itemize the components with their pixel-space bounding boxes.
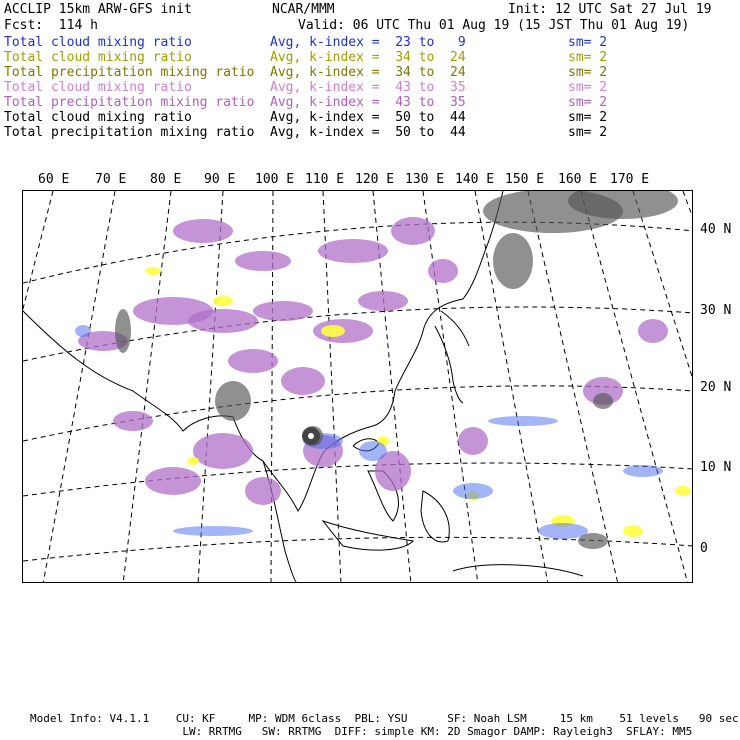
- longitude-label: 100 E: [255, 172, 295, 187]
- longitude-label: 130 E: [405, 172, 445, 187]
- cloud-area: [75, 325, 91, 337]
- cloud-area: [281, 367, 325, 395]
- cloud-area: [578, 533, 608, 549]
- legend-smoothing: sm= 2: [568, 65, 608, 80]
- map-title: ACCLIP 15km ARW-GFS init: [4, 2, 192, 17]
- cloud-area: [235, 251, 291, 271]
- longitude-label: 80 E: [150, 172, 182, 187]
- latitude-grid-line: [23, 463, 693, 496]
- cloud-area: [193, 433, 253, 469]
- legend-field-name: Total cloud mixing ratio: [4, 35, 192, 50]
- cloud-area: [115, 309, 131, 353]
- longitude-label: 140 E: [455, 172, 495, 187]
- cloud-area: [228, 349, 278, 373]
- longitude-grid-line: [198, 191, 223, 583]
- cloud-area: [453, 483, 493, 499]
- cloud-area: [358, 291, 408, 311]
- cloud-area: [359, 441, 387, 461]
- map-canvas: [23, 191, 693, 583]
- cloud-area: [253, 301, 313, 321]
- cloud-area: [318, 239, 388, 263]
- longitude-grid-line: [123, 191, 171, 583]
- longitude-label: 170 E: [610, 172, 650, 187]
- legend-smoothing: sm= 2: [568, 80, 608, 95]
- legend-field-name: Total precipitation mixing ratio: [4, 65, 255, 80]
- longitude-grid-line: [23, 191, 53, 583]
- coastline: [453, 565, 583, 576]
- legend-smoothing: sm= 2: [568, 35, 608, 50]
- legend-field-name: Total cloud mixing ratio: [4, 110, 192, 125]
- coastline: [323, 521, 413, 550]
- center-label: NCAR/MMM: [272, 2, 335, 17]
- latitude-label: 20 N: [700, 380, 732, 395]
- cloud-area: [488, 416, 558, 426]
- cloud-area: [145, 267, 161, 275]
- cloud-area: [391, 217, 435, 245]
- cloud-area: [428, 259, 458, 283]
- longitude-grid-line: [683, 191, 693, 583]
- legend-k-index: Avg, k-index = 23 to 9: [270, 35, 466, 50]
- legend-field-name: Total precipitation mixing ratio: [4, 125, 255, 140]
- legend-k-index: Avg, k-index = 34 to 24: [270, 65, 466, 80]
- legend-field-name: Total precipitation mixing ratio: [4, 95, 255, 110]
- longitude-label: 120 E: [355, 172, 395, 187]
- longitude-label: 70 E: [95, 172, 127, 187]
- latitude-label: 40 N: [700, 222, 732, 237]
- longitude-grid-line: [271, 191, 273, 583]
- longitude-label: 60 E: [38, 172, 70, 187]
- model-info-line-2: LW: RRTMG SW: RRTMG DIFF: simple KM: 2D Smagor DAMP: Rayleigh3 SFLAY: MM5: [30, 725, 693, 738]
- longitude-label: 160 E: [558, 172, 598, 187]
- init-time: Init: 12 UTC Sat 27 Jul 19: [508, 2, 712, 17]
- legend-smoothing: sm= 2: [568, 50, 608, 65]
- cloud-area: [458, 427, 488, 455]
- coastline: [441, 311, 469, 346]
- storm-eye: [308, 433, 314, 439]
- cloud-area: [173, 219, 233, 243]
- cloud-area: [187, 457, 199, 465]
- coastline: [421, 491, 449, 542]
- legend-field-name: Total cloud mixing ratio: [4, 80, 192, 95]
- cloud-area: [188, 309, 258, 333]
- cloud-area: [213, 296, 233, 306]
- legend-field-name: Total cloud mixing ratio: [4, 50, 192, 65]
- legend-smoothing: sm= 2: [568, 110, 608, 125]
- map-panel: [22, 190, 693, 583]
- longitude-label: 150 E: [505, 172, 545, 187]
- legend-smoothing: sm= 2: [568, 125, 608, 140]
- latitude-label: 30 N: [700, 303, 732, 318]
- cloud-area: [593, 393, 613, 409]
- longitude-grid-line: [633, 191, 693, 583]
- legend-k-index: Avg, k-index = 34 to 24: [270, 50, 466, 65]
- cloud-area: [245, 477, 281, 505]
- legend-k-index: Avg, k-index = 43 to 35: [270, 80, 466, 95]
- longitude-label: 90 E: [204, 172, 236, 187]
- cloud-area: [215, 381, 251, 421]
- cloud-area: [493, 233, 533, 289]
- legend-k-index: Avg, k-index = 50 to 44: [270, 125, 466, 140]
- latitude-label: 10 N: [700, 460, 732, 475]
- cloud-area: [145, 467, 201, 495]
- cloud-area: [638, 319, 668, 343]
- legend-k-index: Avg, k-index = 50 to 44: [270, 110, 466, 125]
- longitude-grid-line: [43, 191, 115, 583]
- cloud-area: [113, 411, 153, 431]
- legend-k-index: Avg, k-index = 43 to 35: [270, 95, 466, 110]
- coastline: [435, 326, 463, 403]
- legend-smoothing: sm= 2: [568, 95, 608, 110]
- cloud-area: [675, 486, 691, 496]
- cloud-area: [623, 525, 643, 537]
- model-info-line-1: Model Info: V4.1.1 CU: KF MP: WDM 6class PBL: YSU SF: Noah LSM 15 km 51 levels 90 sec: [30, 712, 739, 725]
- cloud-area: [623, 465, 663, 477]
- cloud-area: [173, 526, 253, 536]
- forecast-hour: Fcst: 114 h: [4, 18, 98, 33]
- longitude-label: 110 E: [305, 172, 345, 187]
- valid-time: Valid: 06 UTC Thu 01 Aug 19 (15 JST Thu 01 Aug 19): [298, 18, 690, 33]
- cloud-area: [321, 325, 345, 337]
- latitude-label: 0: [700, 541, 708, 556]
